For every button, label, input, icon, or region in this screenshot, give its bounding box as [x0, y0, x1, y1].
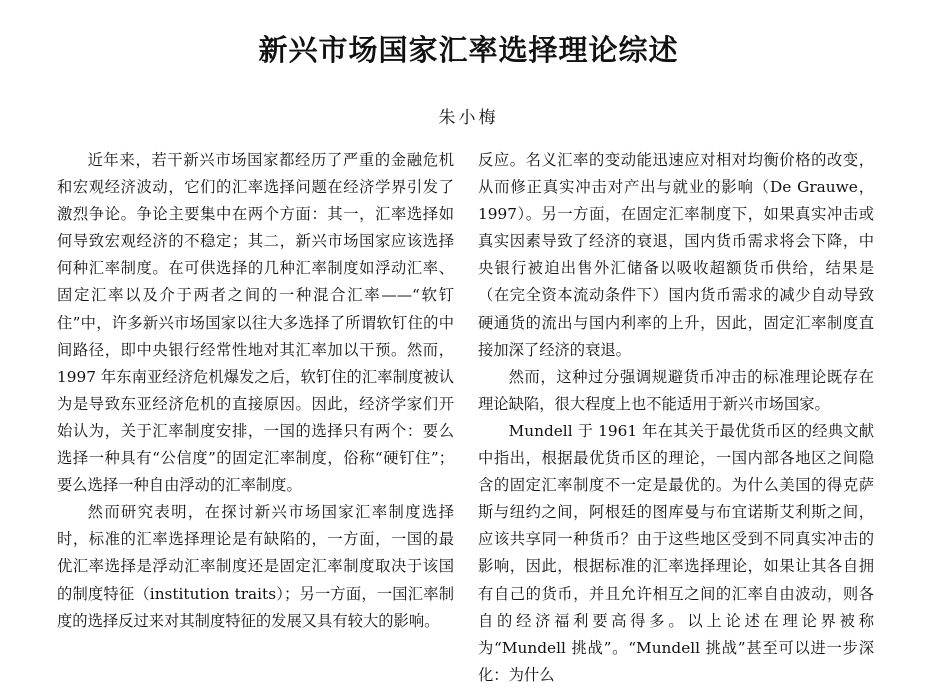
right-paragraph-2: 然而，这种过分强调规避货币冲击的标准理论既存在理论缺陷，很大程度上也不能适用于新兴市场国家。 [478, 367, 874, 413]
left-paragraph-1: 近年来，若干新兴市场国家都经历了严重的金融危机和宏观经济波动，它们的汇率选择问题在经济学界引发了激烈争论。争论主要集中在两个方面：其一，汇率选择如何导致宏观经济的不稳定；其二，新兴市场国家应该选择何种汇率制度。在可供选择的几种汇率制度如浮动汇率、固定汇率以及介于两者之间的一种混合汇率——“软钉住”中，许多新兴市场国家以往大多选择了所谓软钉住的中间路径，即中央银行经常性地对其汇率加以干预。然而，1997 年东南亚经济危机爆发之后，软钉住的汇率制度被认为是导致东亚经济危机的直接原因。因此，经济学家们开始认为，关于汇率制度安排，一国的选择只有两个：要么选择一种具有“公信度”的固定汇率制度，俗称“硬钉住”；要么选择一种自由浮动的汇率制度。 [57, 151, 454, 495]
right-paragraph-1: 反应。名义汇率的变动能迅速应对相对均衡价格的改变，从而修正真实冲击对产出与就业的影响（De Grauwe，1997）。另一方面，在固定汇率制度下，如果真实冲击或真实因素导致了经济的衰退，国内货币需求将会下降，中央银行被迫出售外汇储备以吸收超额货币供给，结果是（在完全资本流动条件下）国内货币需求的减少自动导致硬通货的流出与国内利率的上升，因此，固定汇率制度直接加深了经济的衰退。 [478, 151, 874, 359]
right-paragraph-3: Mundell 于 1961 年在其关于最优货币区的经典文献中指出，根据最优货币区的理论，一国内部各地区之间隐含的固定汇率制度不一定是最优的。为什么美国的得克萨斯与纽约之间，阿根廷的图库曼与布宜诺斯艾利斯之间，应该共享同一种货币？由于这些地区受到不同真实冲击的影响，因此，根据标准的汇率选择理论，如果让其各自拥有自己的货币，并且允许相互之间的汇率自由波动，则各自的经济福利要高得多。以上论述在理论界被称为“Mundell 挑战”。“Mundell 挑战”甚至可以进一步深化：为什么 [478, 421, 874, 684]
left-column [57, 147, 454, 635]
paper-title: 新兴市场国家汇率选择理论综述 [258, 33, 679, 67]
right-column [478, 147, 874, 689]
left-paragraph-2: 然而研究表明，在探讨新兴市场国家汇率制度选择时，标准的汇率选择理论是有缺陷的，一方面，一国的最优汇率选择是浮动汇率制度还是固定汇率制度取决于该国的制度特征（institution traits）；另一方面，一国汇率制度的选择反过来对其制度特征的发展又具有较大的影响。 [57, 503, 454, 630]
paper-author: 朱小梅 [438, 108, 499, 128]
